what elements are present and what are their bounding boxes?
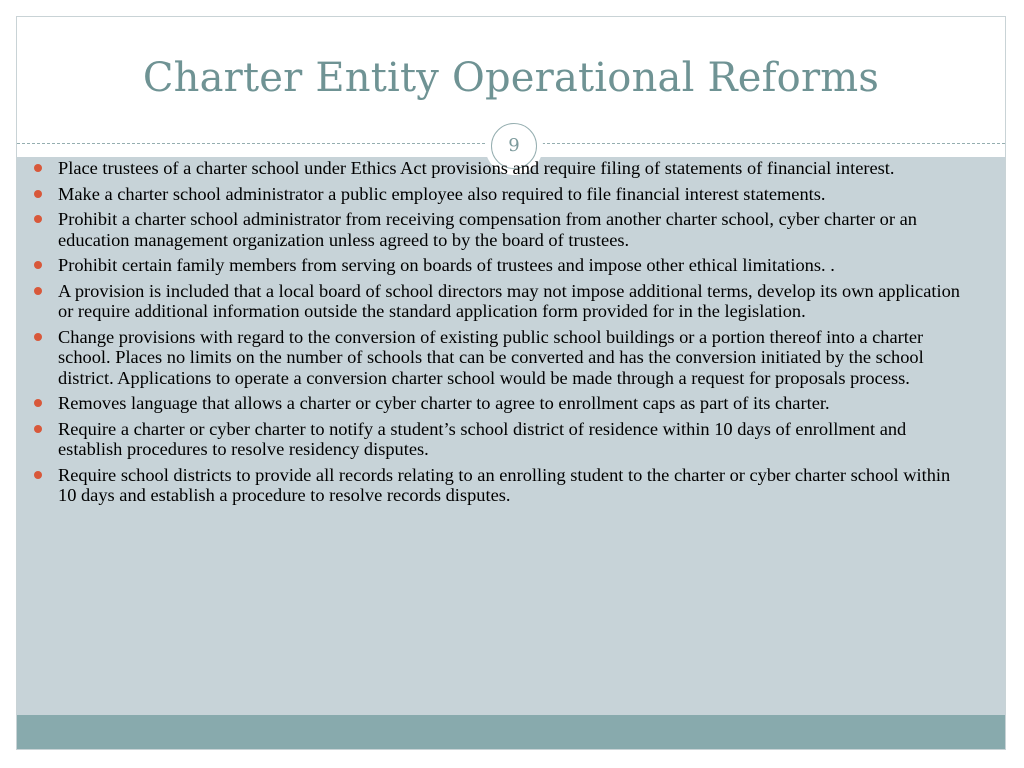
bullet-text: Change provisions with regard to the conversion of existing public school buildings or a portion thereof into a charter school. Places no limits on the number of schools that can be converted and has the conversion initiated by the school district. Applications to operate a conversion charter school would be made through a request for proposals process.: [58, 326, 924, 388]
bullet-icon: [34, 215, 42, 223]
bullet-list: [32, 158, 962, 511]
bullet-icon: [34, 425, 42, 433]
list-item: [32, 255, 962, 276]
list-item: [32, 327, 962, 389]
page-number: 9: [491, 123, 537, 169]
list-item: [32, 393, 962, 414]
bullet-icon: [34, 399, 42, 407]
bullet-text: A provision is included that a local board of school directors may not impose additional terms, develop its own application or require additional information outside the standard application form provided for in the legislation.: [58, 280, 960, 321]
list-item: [32, 209, 962, 250]
bullet-icon: [34, 164, 42, 172]
footer-band: [17, 715, 1005, 750]
bullet-text: Prohibit certain family members from serving on boards of trustees and impose other ethical limitations. .: [58, 255, 835, 275]
bullet-text: Place trustees of a charter school under Ethics Act provisions and require filing of statements of financial interest.: [58, 158, 895, 178]
bullet-text: Removes language that allows a charter or cyber charter to agree to enrollment caps as part of its charter.: [58, 393, 830, 413]
list-item: [32, 419, 962, 460]
slide-title: Charter Entity Operational Reforms: [142, 55, 880, 101]
bullet-icon: [34, 190, 42, 198]
bullet-text: Require school districts to provide all records relating to an enrolling student to the charter or cyber charter school within 10 days and establish a procedure to resolve records disputes.: [58, 464, 951, 505]
bullet-text: Make a charter school administrator a public employee also required to file financial interest statements.: [58, 183, 826, 204]
bullet-icon: [34, 261, 42, 269]
bullet-icon: [34, 471, 42, 479]
list-item: [32, 465, 962, 506]
bullet-icon: [34, 287, 42, 295]
bullet-text: Prohibit a charter school administrator from receiving compensation from another charter school, cyber charter or an education management organization unless agreed to by the board of trustees.: [58, 209, 917, 250]
list-item: [32, 184, 962, 205]
list-item: [32, 281, 962, 322]
bullet-text: Require a charter or cyber charter to notify a student’s school district of residence within 10 days of enrollment and establish procedures to resolve residency disputes.: [58, 418, 907, 459]
list-item: [32, 158, 962, 179]
bullet-icon: [34, 333, 42, 341]
